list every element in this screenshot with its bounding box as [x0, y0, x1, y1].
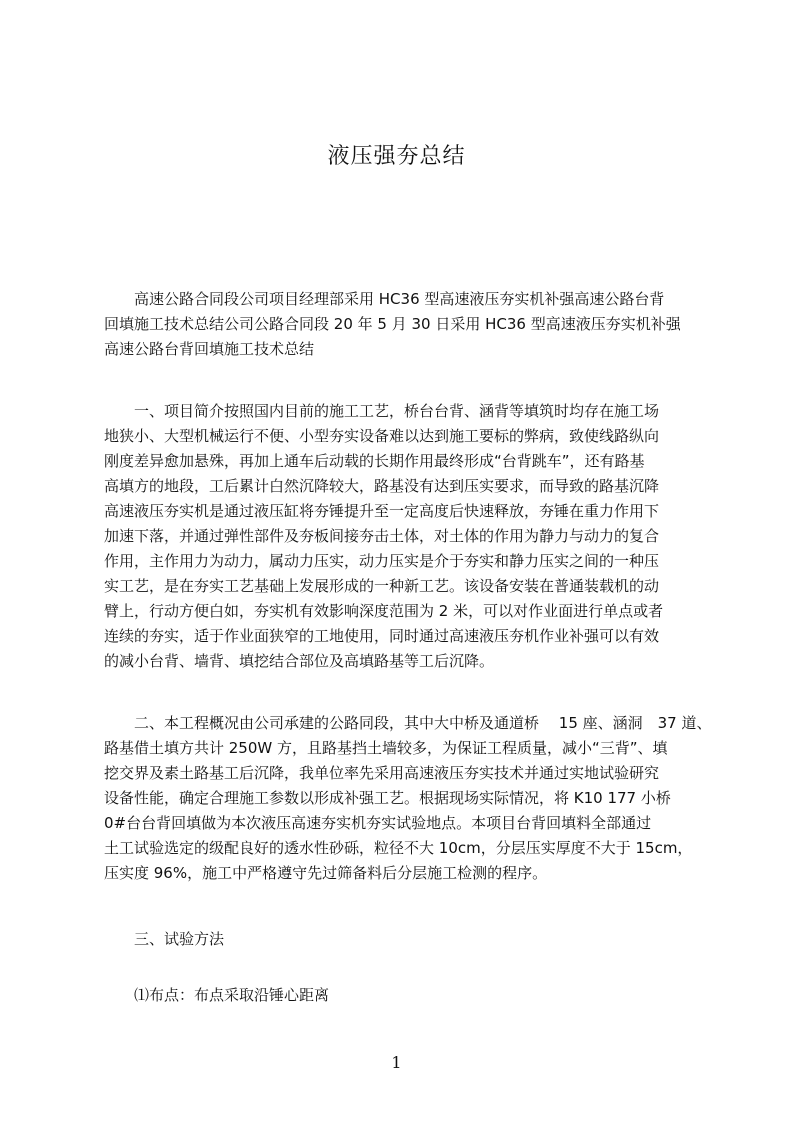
paragraph-line: 压实度 96%，施工中严格遵守先过筛备料后分层施工检测的程序。: [104, 864, 548, 882]
paragraph-line: 实工艺，是在夯实工艺基础上发展形成的一种新工艺。该设备安装在普通装载机的动: [104, 577, 660, 595]
paragraph-line: 三、试验方法: [104, 930, 225, 948]
paragraph-line: 高速液压夯实机是通过液压缸将夯锤提升至一定高度后快速释放，夯锤在重力作用下: [104, 502, 660, 520]
paragraph-line: 刚度差异愈加悬殊，再加上通车后动载的长期作用最终形成“台背跳车”，还有路基: [104, 452, 645, 470]
paragraph-layout-points: [104, 983, 704, 1008]
paragraph-line: 土工试验选定的级配良好的透水性砂砾，粒径不大 10cm，分层压实厚度不大于 15cm，: [104, 839, 693, 857]
paragraph-line: 0#台台背回填做为本次液压高速夯实机夯实试验地点。本项目台背回填料全部通过: [104, 814, 652, 832]
paragraph-line: 二、本工程概况由公司承建的公路同段，其中大中桥及通道桥 15 座、涵洞 37 道、: [104, 714, 712, 732]
paragraph-line: 臂上，行动方便白如，夯实机有效影响深度范围为 2 米，可以对作业面进行单点或者: [104, 602, 664, 620]
paragraph-line: 高速公路合同段公司项目经理部采用 HC36 型高速液压夯实机补强高速公路台背: [104, 290, 665, 308]
paragraph-line: 回填施工技术总结公司公路合同段 20 年 5 月 30 日采用 HC36 型高速液压夯实机补强: [104, 315, 681, 333]
document-title: 液压强夯总结: [327, 144, 466, 169]
paragraph-line: 高速公路台背回填施工技术总结: [104, 340, 315, 358]
section-heading-test-method: [104, 927, 704, 952]
paragraph-line: 地狭小、大型机械运行不便、小型夯实设备难以达到施工要标的弊病，致使线路纵向: [104, 427, 660, 445]
paragraph-line: 路基借土填方共计 250W 方，且路基挡土墙较多，为保证工程质量，减小“三背”、填: [104, 739, 668, 757]
paragraph-line: 挖交界及素土路基工后沉降，我单位率先采用高速液压夯实技术并通过实地试验研究: [104, 764, 660, 782]
paragraph-project-conditions: [104, 711, 712, 886]
paragraph-line: 的减小台背、墙背、填挖结合部位及高填路基等工后沉降。: [104, 652, 495, 670]
paragraph-line: 加速下落，并通过弹性部件及夯板间接夯击土体，对土体的作用为静力与动力的复合: [104, 527, 660, 545]
paragraph-line: 高填方的地段，工后累计白然沉降较大，路基没有达到压实要求，而导致的路基沉降: [104, 477, 660, 495]
paragraph-project-overview: [104, 399, 704, 674]
paragraph-line: ⑴布点：布点采取沿锤心距离: [104, 986, 330, 1004]
paragraph-line: 一、项目简介按照国内目前的施工工艺，桥台台背、涵背等填筑时均存在施工场: [104, 402, 660, 420]
paragraph-line: 设备性能，确定合理施工参数以形成补强工艺。根据现场实际情况，将 K10 177 小桥: [104, 789, 671, 807]
paragraph-intro: [104, 287, 704, 362]
paragraph-line: 作用，主作用力为动力，属动力压实，动力压实是介于夯实和静力压实之间的一种压: [104, 552, 660, 570]
page-number: 1: [391, 1053, 402, 1072]
paragraph-line: 连续的夯实，适于作业面狭窄的工地使用，同时通过高速液压夯机作业补强可以有效: [104, 627, 660, 645]
